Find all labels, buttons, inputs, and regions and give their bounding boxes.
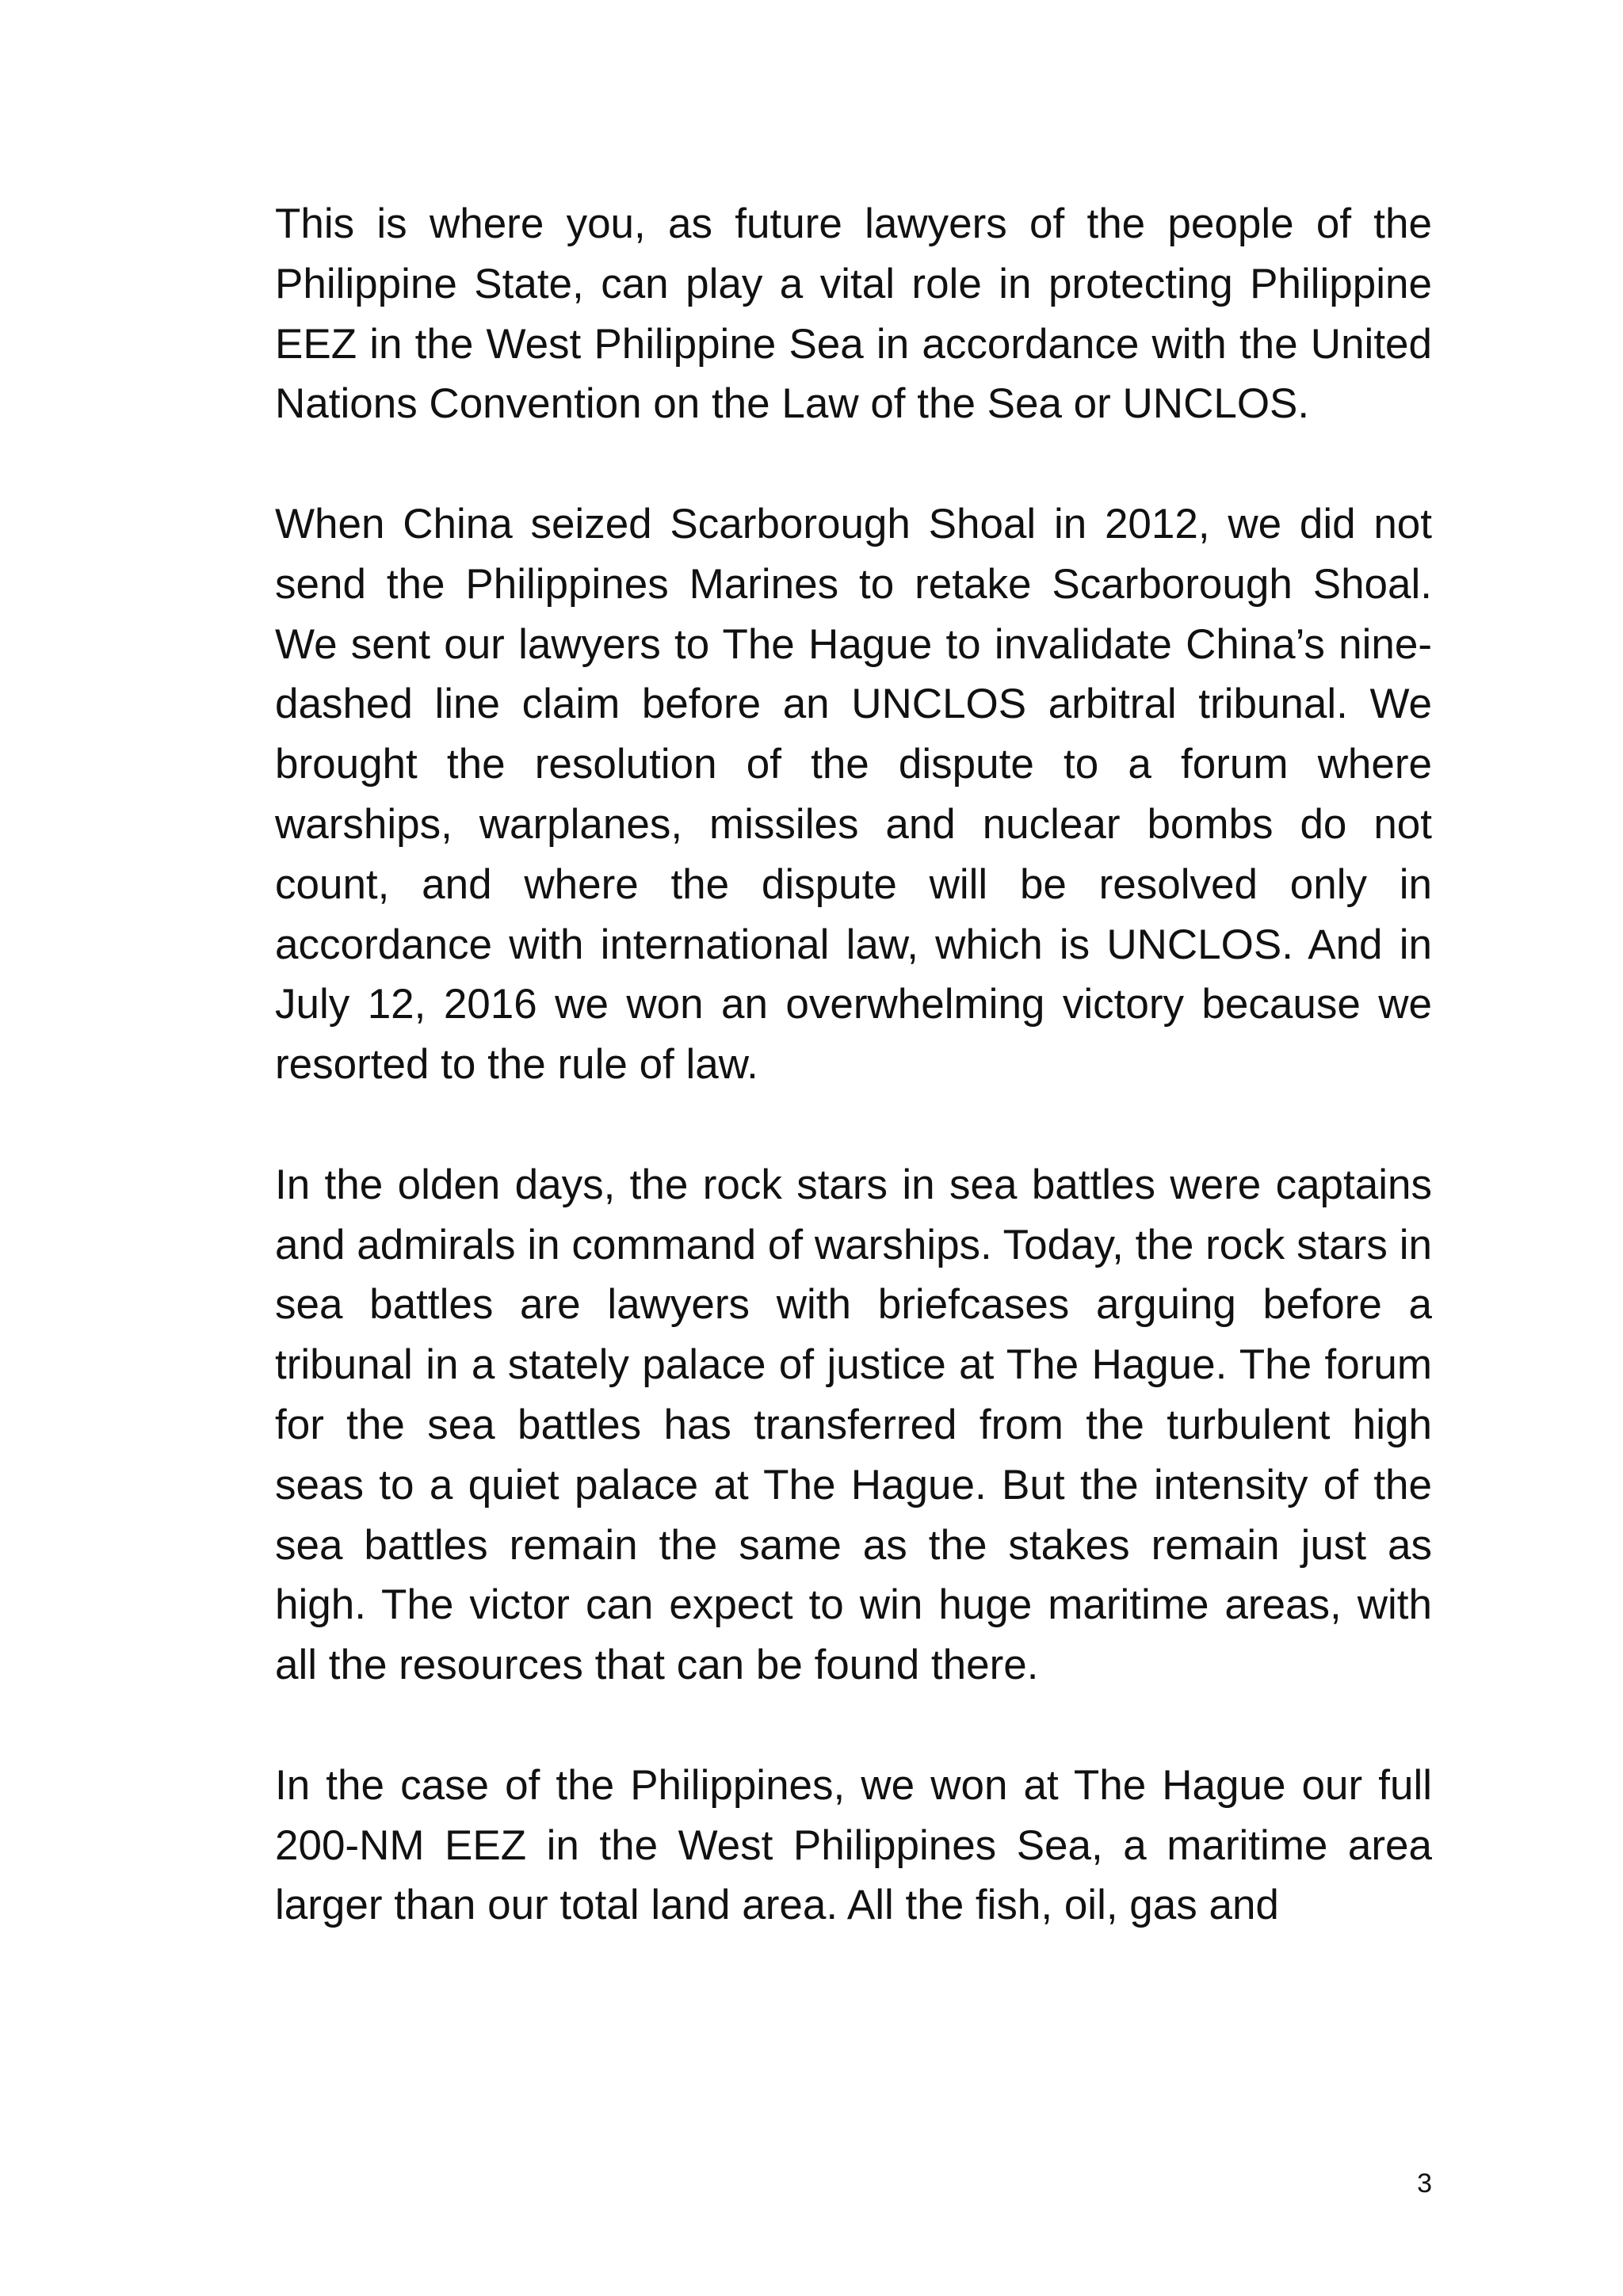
paragraph-2: When China seized Scarborough Shoal in 2012, we did not send the Philippines Marines to retake Scarborough Shoal. We sent our lawyers to The Hague to invalidate China’s nine-dashed line claim before an UNCLOS arbitral tribunal. We brought the resolution of the dispute to a forum where warships, warplanes, missiles and nuclear bombs do not count, and where the dispute will be resolved only in accordance with international law, which is UNCLOS. And in July 12, 2016 we won an overwhelming victory because we resorted to the rule of law. bbox=[275, 500, 1432, 1089]
page-number: 3 bbox=[1417, 2168, 1432, 2199]
paragraph-4: In the case of the Philippines, we won at The Hague our full 200-NM EEZ in the West Philippines Sea, a maritime area larger than our total land area. All the fish, oil, gas and bbox=[275, 1761, 1432, 1929]
paragraph-1: This is where you, as future lawyers of the people of the Philippine State, can play a vital role in protecting Philippine EEZ in the West Philippine Sea in accordance with the United Nations Convention on the Law of the Sea or UNCLOS. bbox=[275, 200, 1432, 428]
document-body bbox=[275, 194, 1432, 1936]
paragraph-3: In the olden days, the rock stars in sea battles were captains and admirals in command of warships. Today, the rock stars in sea battles are lawyers with briefcases arguing before a tribunal in a stately palace of justice at The Hague. The forum for the sea battles has transferred from the turbulent high seas to a quiet palace at The Hague. But the intensity of the sea battles remain the same as the stakes remain just as high. The victor can expect to win huge maritime areas, with all the resources that can be found there. bbox=[275, 1161, 1432, 1689]
